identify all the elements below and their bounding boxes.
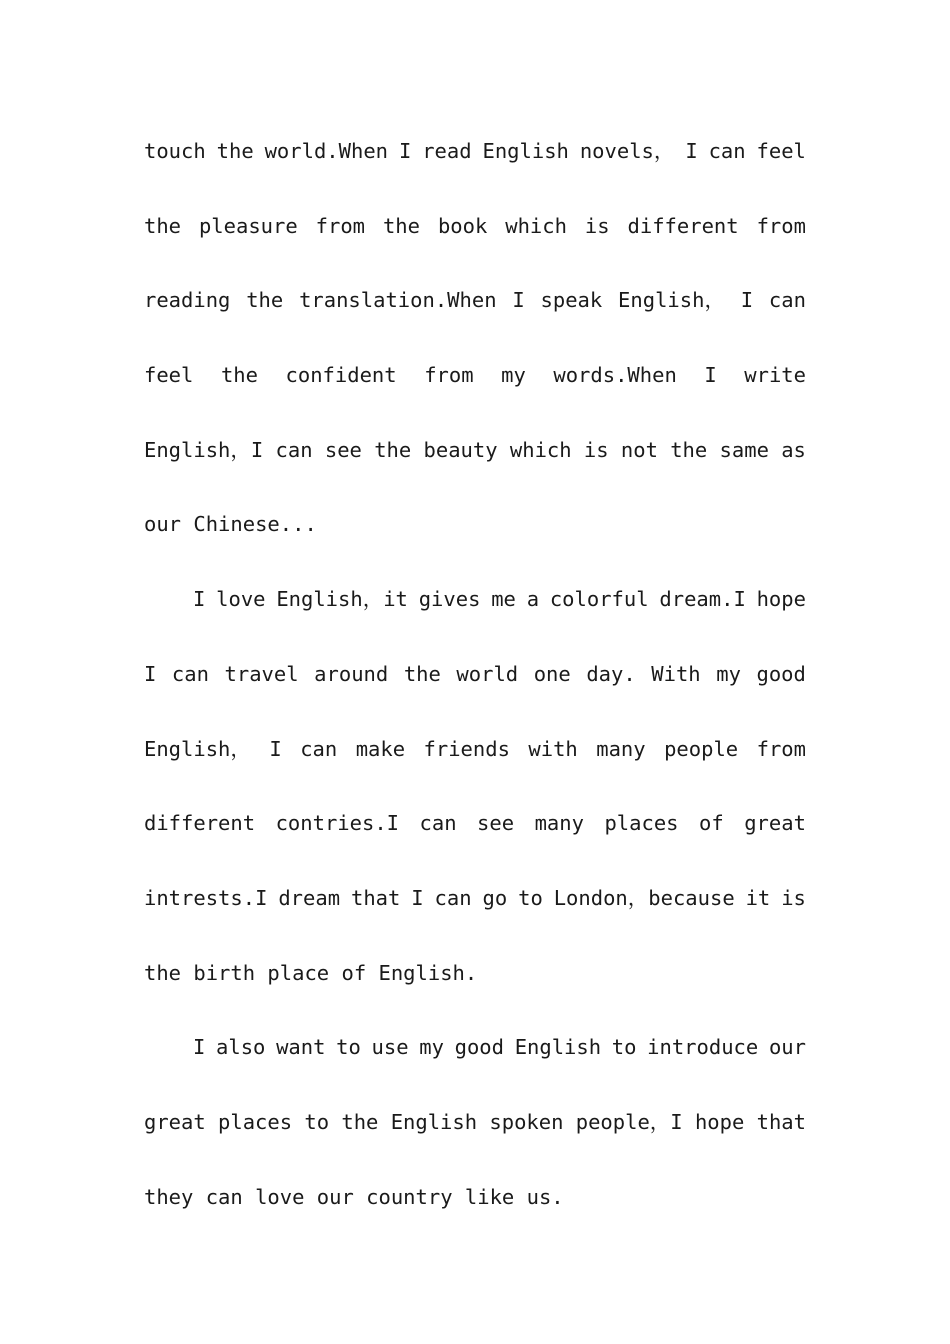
word: is [781,885,806,910]
word: the [341,1109,379,1134]
word: from [424,363,474,388]
word: London，because [553,885,735,910]
text-line [144,338,806,413]
word: places [604,811,679,836]
word: one [533,661,571,686]
word: places [218,1109,293,1134]
word: contries.I [275,811,400,836]
word: book [437,213,488,238]
word: the [374,437,412,462]
word: can [768,288,806,313]
word: confident [285,363,397,388]
word: good [756,661,806,686]
word: feel [756,139,806,163]
word: English [390,1109,478,1134]
word: world.When [264,139,389,163]
word: novels， [579,139,675,163]
word: intrests.I [144,885,268,910]
word: I [193,587,206,612]
word: want [276,1035,326,1060]
word: feel [144,363,194,388]
word: people，I [575,1109,683,1134]
word: use [371,1035,409,1060]
word: love [216,587,266,612]
word: English，it [276,587,408,612]
word: the [246,288,284,313]
word: I [144,661,157,686]
word: I [269,736,282,761]
text-line [144,712,806,787]
word: I [740,288,754,313]
text-line [144,562,806,637]
word: gives [418,587,481,612]
word: translation.When [299,288,497,313]
text-line [144,861,806,936]
word: from [756,213,806,238]
word: that [350,885,401,910]
word: many [596,736,646,761]
word: I [704,363,717,388]
word: a [526,587,540,612]
word: can [434,885,472,910]
word: can [419,811,457,836]
word: I [411,885,424,910]
word: from [315,213,366,238]
word: beauty [423,437,498,462]
word: introduce [647,1035,759,1060]
word: different [627,213,739,238]
word: colorful [549,587,649,612]
word: around [314,661,389,686]
text-line [144,637,806,712]
word: travel [224,661,299,686]
word: English [514,1035,602,1060]
word: also [216,1035,266,1060]
text-line [144,1010,806,1085]
word: people [664,736,739,761]
text-line [144,786,806,861]
word: friends [423,736,510,761]
word: can [708,139,746,163]
word: English [482,139,569,163]
word: my [501,363,526,388]
word: English， [144,736,251,761]
word: me [491,587,516,612]
word: pleasure [198,213,298,238]
word: world [456,661,519,686]
word: our [768,1035,806,1060]
word: from [756,736,806,761]
word: With [651,661,701,686]
text-line [144,413,806,488]
word: touch [144,139,206,163]
word: my [716,661,741,686]
word: different [144,811,256,836]
word: to [336,1035,361,1060]
word: to [304,1109,330,1134]
word: which [505,213,567,238]
word: with [528,736,578,761]
word: hope [756,587,806,612]
word: I [512,288,525,313]
word: as [781,437,806,462]
text-line [144,1085,806,1160]
word: dream.I [659,587,746,612]
word: English，I [144,437,264,462]
word: that [756,1109,806,1134]
essay-text [144,114,806,1234]
word: can [300,736,338,761]
word: hope [694,1109,745,1134]
word: go [482,885,508,910]
word: the [216,139,254,163]
text-line: the birth place of English. [144,960,478,985]
text-line: they can love our country like us. [144,1184,564,1209]
word: is [583,437,609,462]
word: the [382,213,420,238]
word: words.When [553,363,677,388]
word: many [534,811,584,836]
word: my [419,1035,444,1060]
word: the [144,213,182,238]
word: the [670,437,708,462]
word: same [719,437,769,462]
text-line [144,189,806,264]
word: to [518,885,543,910]
word: can [275,437,313,462]
word: is [584,213,610,238]
word: to [611,1035,637,1060]
word: can [171,661,209,686]
text-line [144,114,806,189]
word: make [355,736,406,761]
word: which [509,437,572,462]
word: good [454,1035,504,1060]
word: of [699,811,724,836]
word: I [685,139,698,163]
word: it [745,885,771,910]
word: speak [540,288,603,313]
word: the [403,661,441,686]
word: great [744,811,806,836]
word: I [398,139,412,163]
word: English， [618,288,725,313]
word: day. [586,661,636,686]
text-line: our Chinese... [144,512,317,537]
word: not [620,437,658,462]
word: great [144,1109,206,1134]
word: spoken [489,1109,564,1134]
word: I [193,1035,206,1060]
word: see [477,811,515,836]
text-line [144,263,806,338]
word: dream [278,885,341,910]
word: see [324,437,362,462]
word: the [220,363,258,388]
word: reading [144,288,231,313]
word: read [422,139,472,163]
word: write [744,363,806,388]
